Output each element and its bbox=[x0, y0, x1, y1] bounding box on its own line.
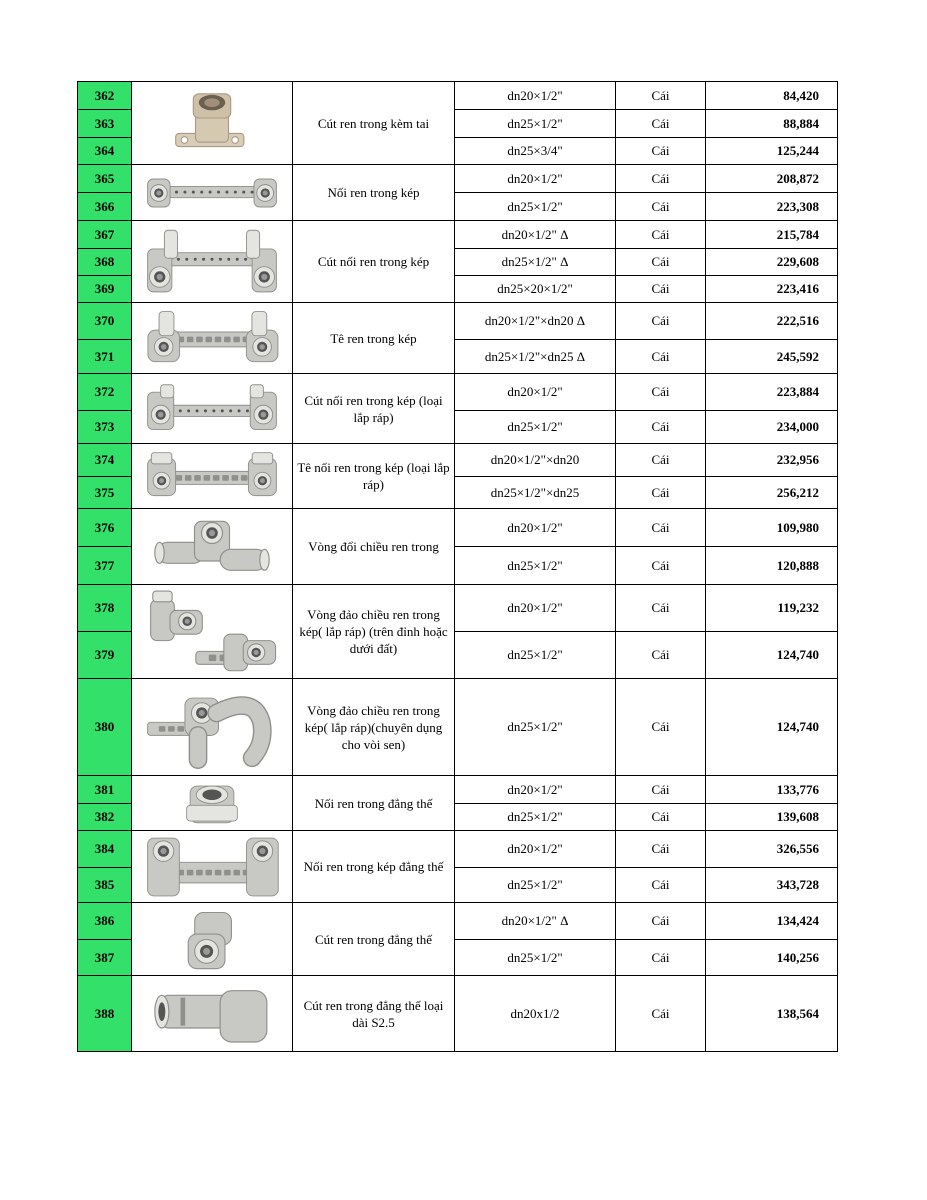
double-tee-bar-fitting-icon bbox=[132, 306, 292, 371]
table-row bbox=[78, 82, 838, 110]
product-spec: dn25×1/2" bbox=[455, 679, 616, 776]
product-price: 223,884 bbox=[706, 374, 838, 411]
product-price: 208,872 bbox=[706, 165, 838, 193]
product-unit: Cái bbox=[616, 444, 706, 477]
product-unit: Cái bbox=[616, 804, 706, 831]
product-unit: Cái bbox=[616, 82, 706, 110]
table-row bbox=[78, 374, 838, 411]
item-number: 376 bbox=[78, 509, 132, 547]
equipotential-double-socket-fitting-icon bbox=[132, 834, 292, 900]
product-spec: dn25×1/2" bbox=[455, 940, 616, 976]
product-image bbox=[132, 509, 293, 585]
product-price: 124,740 bbox=[706, 632, 838, 679]
product-price: 215,784 bbox=[706, 221, 838, 249]
shower-reversing-loop-fitting-icon bbox=[132, 682, 292, 772]
item-number: 377 bbox=[78, 547, 132, 585]
double-elbow-bar-fitting-icon bbox=[132, 224, 292, 300]
product-spec: dn25×1/2" bbox=[455, 804, 616, 831]
elbow-with-tab-fitting-icon bbox=[132, 85, 292, 162]
product-unit: Cái bbox=[616, 193, 706, 221]
product-name: Tê ren trong kép bbox=[293, 303, 455, 374]
table-row bbox=[78, 165, 838, 193]
product-image bbox=[132, 303, 293, 374]
product-spec: dn25×1/2" bbox=[455, 411, 616, 444]
equipotential-elbow-fitting-icon bbox=[132, 906, 292, 973]
product-unit: Cái bbox=[616, 110, 706, 138]
item-number: 378 bbox=[78, 585, 132, 632]
product-spec: dn25×1/2"×dn25 bbox=[455, 477, 616, 509]
product-unit: Cái bbox=[616, 477, 706, 509]
product-unit: Cái bbox=[616, 509, 706, 547]
item-number: 379 bbox=[78, 632, 132, 679]
product-spec: dn20×1/2" bbox=[455, 374, 616, 411]
product-name: Cút ren trong đẳng thế loại dài S2.5 bbox=[293, 976, 455, 1052]
product-price: 222,516 bbox=[706, 303, 838, 340]
product-image bbox=[132, 585, 293, 679]
product-price: 140,256 bbox=[706, 940, 838, 976]
item-number: 388 bbox=[78, 976, 132, 1052]
product-price: 109,980 bbox=[706, 509, 838, 547]
product-unit: Cái bbox=[616, 547, 706, 585]
product-price: 223,416 bbox=[706, 276, 838, 303]
product-spec: dn25×1/2" bbox=[455, 632, 616, 679]
product-price: 223,308 bbox=[706, 193, 838, 221]
product-image bbox=[132, 82, 293, 165]
product-name: Tê nối ren trong kép (loại lắp ráp) bbox=[293, 444, 455, 509]
item-number: 362 bbox=[78, 82, 132, 110]
product-name: Nối ren trong kép bbox=[293, 165, 455, 221]
product-spec: dn25×20×1/2" bbox=[455, 276, 616, 303]
product-unit: Cái bbox=[616, 903, 706, 940]
item-number: 369 bbox=[78, 276, 132, 303]
item-number: 368 bbox=[78, 249, 132, 276]
product-image bbox=[132, 221, 293, 303]
reversing-loop-fitting-icon bbox=[132, 512, 292, 582]
product-spec: dn25×1/2" bbox=[455, 868, 616, 903]
product-name: Vòng đổi chiều ren trong bbox=[293, 509, 455, 585]
product-spec: dn20×1/2" bbox=[455, 82, 616, 110]
product-spec: dn20×1/2" Δ bbox=[455, 903, 616, 940]
product-spec: dn25×1/2" Δ bbox=[455, 249, 616, 276]
item-number: 366 bbox=[78, 193, 132, 221]
product-spec: dn25×1/2" bbox=[455, 193, 616, 221]
item-number: 384 bbox=[78, 831, 132, 868]
product-price: 139,608 bbox=[706, 804, 838, 831]
item-number: 374 bbox=[78, 444, 132, 477]
product-unit: Cái bbox=[616, 276, 706, 303]
product-price: 245,592 bbox=[706, 340, 838, 374]
product-price: 138,564 bbox=[706, 976, 838, 1052]
product-name: Cút nối ren trong kép bbox=[293, 221, 455, 303]
product-unit: Cái bbox=[616, 340, 706, 374]
product-image bbox=[132, 976, 293, 1052]
product-unit: Cái bbox=[616, 868, 706, 903]
table-row bbox=[78, 976, 838, 1052]
item-number: 373 bbox=[78, 411, 132, 444]
product-spec: dn20×1/2" bbox=[455, 831, 616, 868]
table-row bbox=[78, 303, 838, 340]
item-number: 364 bbox=[78, 138, 132, 165]
product-unit: Cái bbox=[616, 249, 706, 276]
table-row bbox=[78, 831, 838, 868]
item-number: 365 bbox=[78, 165, 132, 193]
product-unit: Cái bbox=[616, 632, 706, 679]
assembled-double-tee-fitting-icon bbox=[132, 447, 292, 506]
item-number: 370 bbox=[78, 303, 132, 340]
item-number: 372 bbox=[78, 374, 132, 411]
product-spec: dn25×1/2" bbox=[455, 547, 616, 585]
item-number: 367 bbox=[78, 221, 132, 249]
product-unit: Cái bbox=[616, 831, 706, 868]
product-price: 232,956 bbox=[706, 444, 838, 477]
product-spec: dn25×1/2" bbox=[455, 110, 616, 138]
item-number: 375 bbox=[78, 477, 132, 509]
product-spec: dn20×1/2" bbox=[455, 585, 616, 632]
product-unit: Cái bbox=[616, 585, 706, 632]
item-number: 381 bbox=[78, 776, 132, 804]
product-image bbox=[132, 165, 293, 221]
product-unit: Cái bbox=[616, 165, 706, 193]
product-price: 343,728 bbox=[706, 868, 838, 903]
item-number: 387 bbox=[78, 940, 132, 976]
product-price: 120,888 bbox=[706, 547, 838, 585]
product-price: 234,000 bbox=[706, 411, 838, 444]
product-unit: Cái bbox=[616, 940, 706, 976]
table-row bbox=[78, 903, 838, 940]
product-price: 125,244 bbox=[706, 138, 838, 165]
table-row bbox=[78, 776, 838, 804]
product-image bbox=[132, 831, 293, 903]
table-row bbox=[78, 679, 838, 776]
product-price: 326,556 bbox=[706, 831, 838, 868]
long-equipotential-elbow-fitting-icon bbox=[132, 979, 292, 1049]
product-unit: Cái bbox=[616, 221, 706, 249]
product-unit: Cái bbox=[616, 776, 706, 804]
product-spec: dn25×1/2"×dn25 Δ bbox=[455, 340, 616, 374]
item-number: 386 bbox=[78, 903, 132, 940]
product-spec: dn20×1/2" bbox=[455, 509, 616, 547]
product-image bbox=[132, 374, 293, 444]
table-row bbox=[78, 444, 838, 477]
item-number: 385 bbox=[78, 868, 132, 903]
product-name: Nối ren trong kép đẳng thế bbox=[293, 831, 455, 903]
table-body bbox=[78, 82, 838, 1052]
product-image bbox=[132, 679, 293, 776]
product-name: Vòng đảo chiều ren trong kép( lắp ráp)(chuyên dụng cho vòi sen) bbox=[293, 679, 455, 776]
product-name: Cút ren trong kèm tai bbox=[293, 82, 455, 165]
item-number: 371 bbox=[78, 340, 132, 374]
table-row bbox=[78, 585, 838, 632]
product-image bbox=[132, 776, 293, 831]
double-socket-bar-fitting-icon bbox=[132, 168, 292, 218]
product-price: 88,884 bbox=[706, 110, 838, 138]
product-image bbox=[132, 444, 293, 509]
product-price: 133,776 bbox=[706, 776, 838, 804]
product-name: Vòng đảo chiều ren trong kép( lắp ráp) (trên đỉnh hoặc dưới đất) bbox=[293, 585, 455, 679]
product-unit: Cái bbox=[616, 374, 706, 411]
product-unit: Cái bbox=[616, 411, 706, 444]
item-number: 380 bbox=[78, 679, 132, 776]
product-unit: Cái bbox=[616, 976, 706, 1052]
product-price: 256,212 bbox=[706, 477, 838, 509]
item-number: 382 bbox=[78, 804, 132, 831]
product-price: 84,420 bbox=[706, 82, 838, 110]
product-unit: Cái bbox=[616, 138, 706, 165]
product-name: Nối ren trong đẳng thế bbox=[293, 776, 455, 831]
item-number: 363 bbox=[78, 110, 132, 138]
product-name: Cút nối ren trong kép (loại lắp ráp) bbox=[293, 374, 455, 444]
table-row bbox=[78, 509, 838, 547]
product-price: 229,608 bbox=[706, 249, 838, 276]
product-unit: Cái bbox=[616, 679, 706, 776]
product-spec: dn25×3/4" bbox=[455, 138, 616, 165]
product-name: Cút ren trong đẳng thế bbox=[293, 903, 455, 976]
product-spec: dn20×1/2" bbox=[455, 165, 616, 193]
product-price: 124,740 bbox=[706, 679, 838, 776]
product-spec: dn20×1/2"×dn20 bbox=[455, 444, 616, 477]
assembled-reversing-loop-fitting-icon bbox=[132, 588, 292, 676]
price-table bbox=[77, 81, 838, 1052]
assembled-double-elbow-fitting-icon bbox=[132, 377, 292, 441]
product-spec: dn20×1/2" Δ bbox=[455, 221, 616, 249]
product-spec: dn20x1/2 bbox=[455, 976, 616, 1052]
product-spec: dn20×1/2"×dn20 Δ bbox=[455, 303, 616, 340]
table-row bbox=[78, 221, 838, 249]
product-spec: dn20×1/2" bbox=[455, 776, 616, 804]
product-price: 134,424 bbox=[706, 903, 838, 940]
equipotential-socket-fitting-icon bbox=[132, 779, 292, 828]
product-unit: Cái bbox=[616, 303, 706, 340]
product-image bbox=[132, 903, 293, 976]
product-price: 119,232 bbox=[706, 585, 838, 632]
